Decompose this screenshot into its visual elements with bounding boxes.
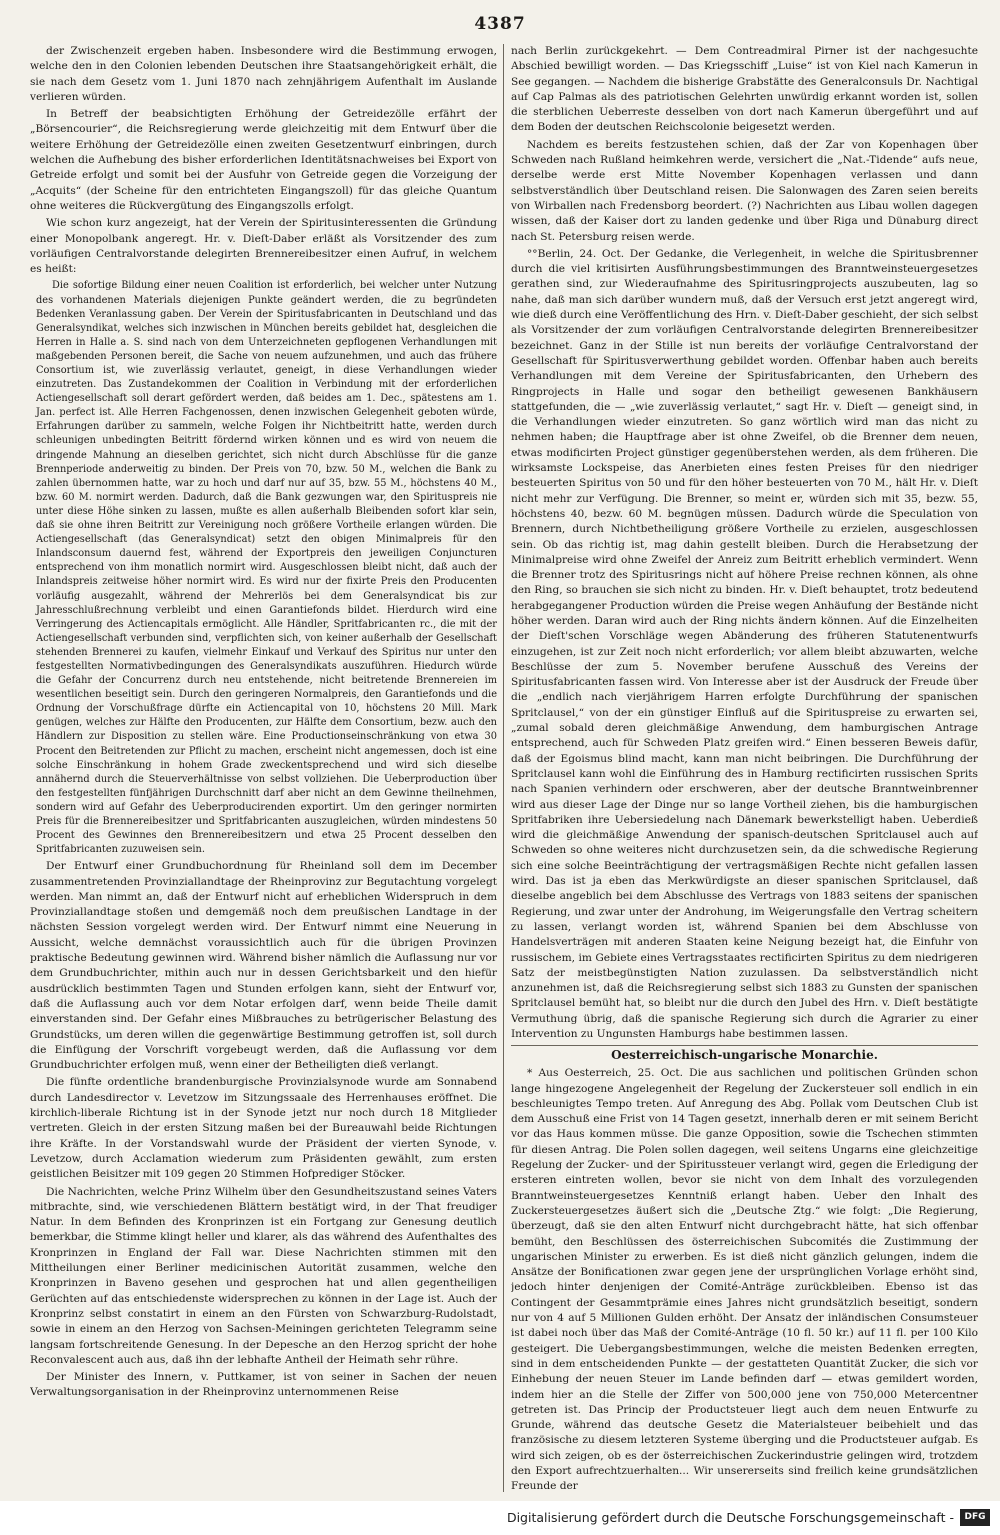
- article-paragraph: der Zwischenzeit ergeben haben. Insbesondere wird die Bestimmung erwogen, welche den in den Colonien lebenden Deutschen ihre Staatsangehörigkeit erhält, die sie nach dem Gesetz vom 1. Juni 1870 nach zehnjährigem Aufenthalt im Auslande verlieren würden.: [30, 45, 497, 103]
- left-column: [30, 44, 497, 1492]
- article-paragraph: Wie schon kurz angezeigt, hat der Verein der Spiritusinteressenten die Gründung einer Monopolbank angeregt. Hr. v. Dieſt-Daber erläßt als Vorsitzender des zum vorläufigen Centralvorstande delegirten Brennereibesitzer einen Aufruf, in welchem es heißt:: [30, 217, 497, 276]
- dfg-logo: DFG: [960, 1509, 990, 1526]
- digitization-footer: [0, 1501, 1000, 1535]
- page-number: 4387: [474, 14, 526, 34]
- article-columns: [30, 44, 978, 1492]
- article-paragraph: In Betreff der beabsichtigten Erhöhung der Getreidezölle erfährt der „Börsencourier“, die Reichsregierung werde gleichzeitig mit dem Entwurf über die weitere Erhöhung der Getreidezölle einen zweiten Gesetzentwurf einbringen, durch welchen die Aufhebung des bisher erforderlichen Identitätsnachweises bei Export von Getreide erfolgt und somit bei der Ausfuhr von Getreide gegen die Vorzeigung der „Acquits“ (der Scheine für den entrichteten Eingangszoll) für das gleiche Quantum ohne weiteres die Rückvergütung des Eingangszolls erfolgt.: [30, 108, 497, 212]
- article-paragraph: Der Entwurf einer Grundbuchordnung für Rheinland soll dem im December zusammentretenden Provinziallandtage der Rheinprovinz zur Begutachtung vorgelegt werden. Man nimmt an, daß der Entwurf nicht auf erheblichen Widerspruch in dem Provinziallandtage stoßen und demgemäß noch dem preußischen Landtage in der nächsten Session vorgelegt werden wird. Der Entwurf nimmt eine Neuerung in Aussicht, welche demnächst voraussichtlich auch für die übrigen Provinzen praktische Bedeutung gewinnen wird. Während bisher nämlich die Auflassung nur vor dem Grundbuchrichter, mithin auch nur in dessen Gerichtsbarkeit und den hiefür ausdrücklich bestimmten Tagen und Stunden erfolgen kann, sieht der Entwurf vor, daß die Auflassung auch vor dem Notar erfolgen darf, wenn beide Theile damit einverstanden sind. Der Gefahr eines Mißbrauches zu betrügerischer Belastung des Grundstücks, um deren willen die gegenwärtige Bestimmung getroffen ist, soll durch die Einfügung der Vorschrift vorgebeugt werden, daß die Auflassung vor dem Grundbuchrichter erfolgen muß, wenn einer der Betheiligten dieß verlangt.: [30, 860, 497, 1072]
- article-paragraph: nach Berlin zurückgekehrt. — Dem Contreadmiral Pirner ist der nachgesuchte Abschied bewilligt worden. — Das Kriegsschiff „Luise“ ist von Kiel nach Kamerun in See gegangen. — Nachdem die bisherige Grabstätte des Generalconsuls Dr. Nachtigal auf Cap Palmas als des patriotischen Gelehrten unwürdig erkannt worden ist, sollen die sterblichen Ueberreste desselben von dort nach Kamerun übergeführt und auf dem Boden der deutschen Reichscolonie beigesetzt werden.: [511, 45, 978, 134]
- column-divider: [503, 44, 504, 1492]
- quoted-paragraph: Die sofortige Bildung einer neuen Coalition ist erforderlich, bei welcher unter Nutzung des vorhandenen Materials diejenigen Punkte geändert werden, die zu begründeten Bedenken Veranlassung gaben. Der Verein der Spiritusfabricanten in Deutschland und das Generalsyndikat, welches sich inzwischen in München bereits gebildet hat, desgleichen die Herren in Halle a. S. sind nach von dem Unterzeichneten gepflogenen Verhandlungen mit maßgebenden Personen bereit, die Sache von neuem aufzunehmen, und auch das frühere Consortium ist, wie zuverlässig verlautet, geneigt, in diese Verhandlungen wieder einzutreten. Das Zustandekommen der Coalition in Verbindung mit der erforderlichen Actiengesellschaft soll derart gefördert werden, daß beides am 1. Dec., spätestens am 1. Jan. perfect ist. Alle Herren Fachgenossen, denen inzwischen Gelegenheit geboten würde, Erfahrungen darüber zu sammeln, welche Folgen ihr Nichtbeitritt hatte, werden durch schleunigen unbedingten Beitritt fördernd wirken können und es wird von neuem die dringende Mahnung an dieselben gerichtet, sich nicht durch Abschlüsse für die ganze Brennperiode anderweitig zu binden. Der Preis von 70, bzw. 50 M., welchen die Bank zu zahlen übernommen hatte, war zu hoch und darf nur auf 35, bzw. 55 M., höchstens 40 M., bzw. 60 M. normirt werden. Dadurch, daß die Bank gezwungen war, den Spirituspreis nie unter diese Höhe sinken zu lassen, mußte es allen außerhalb Bleibenden sofort klar sein, daß sie ohne ihren Beitritt zur Vereinigung noch größere Vortheile erlangen würden. Die Actiengesellschaft (das Generalsyndicat) setzt den obigen Minimalpreis für den Inlandsconsum dauernd fest, während der Exportpreis den jeweiligen Conjuncturen entsprechend von ihm monatlich normirt wird. Ausgeschlossen bleibt nicht, daß auch der Inlandspreis zeitweise höher normirt wird. Es wird nur der fixirte Preis den Producenten vorläufig ausgezahlt, während der Mehrerlös bei dem Generalsyndicat bis zur Jahresschlußrechnung verbleibt und einen Garantiefonds bildet. Hierdurch wird eine Verringerung des Actiencapitals ermöglicht. Alle Händler, Spritfabricanten rc., die mit der Actiengesellschaft verbunden sind, verpflichten sich, von keiner außerhalb der Gesellschaft stehenden Brennerei zu kaufen, vielmehr Einkauf und Verkauf des Spiritus nur unter den festgestellten Normativbedingungen des Generalsyndikats auszuführen. Hiedurch würde die Gefahr der Concurrenz durch neu entstehende, nicht beitretende Brennereien im wesentlichen beseitigt sein. Durch den geringeren Normalpreis, den Garantiefonds und die Ordnung der Vorschußfrage dürfte ein Actiencapital von 10, höchstens 20 Mill. Mark genügen, welches zur Hälfte den Producenten, zur Hälfte dem Consortium, bezw. auch den Händlern zur Disposition zu stellen wäre. Eine Productionseinschränkung von etwa 30 Procent den Beitretenden zur Pflicht zu machen, erscheint nicht angemessen, doch ist eine solche Einschränkung in hohem Grade zweckentsprechend und wird sich dieselbe annähernd durch die Steuerverhältnisse von selbst vollziehen. Die Ueberproduction über den festgestellten fünfjährigen Durchschnitt darf aber nicht an dem Gewinne theilnehmen, sondern wird auf Gefahr des Ueberproducirenden exportirt. Um den geringer normirten Preis für die Brennereibesitzer und Spritfabricanten auszugleichen, würden mindestens 50 Procent des Gewinnes den Brennereibesitzern und etwa 25 Procent desselben den Spritfabricanten zuzuweisen sein.: [36, 280, 497, 856]
- article-paragraph: Nachdem es bereits festzustehen schien, daß der Zar von Kopenhagen über Schweden nach Rußland heimkehren werde, versichert die „Nat.-Tidende“ aufs neue, derselbe werde erst Mitte November Kopenhagen verlassen und dann selbstverständlich über Deutschland reisen. Die Salonwagen des Zaren seien bereits von Wirballen nach Fredensborg beordert. (?) Nachrichten aus Libau wollen dagegen wissen, daß der Kaiser dort zu landen gedenke und über Riga und Dünaburg direct nach St. Petersburg reisen werde.: [511, 138, 978, 243]
- right-column: [511, 44, 978, 1492]
- footer-credit: Digitalisierung gefördert durch die Deutsche Forschungsgemeinschaft -: [506, 1510, 954, 1525]
- article-paragraph: * Aus Oesterreich, 25. Oct. Die aus sachlichen und politischen Gründen schon lange hingezogene Angelegenheit der Regelung der Zuckersteuer soll endlich in ein beschleunigtes Tempo treten. Auf Anregung des Abg. Pollak vom Deutschen Club ist dem Ausschuß eine Frist von 14 Tagen gesetzt, innerhalb deren er mit seinem Bericht vor das Haus kommen müsse. Die ganze Opposition, sowie die Tschechen stimmten für diesen Antrag. Die Polen sollen dagegen, weil seitens Ungarns eine gleichzeitige Regelung der Zucker- und der Spiritussteuer verlangt wird, gegen die Erledigung der ersteren eintreten wollen, bevor sie nicht von dem Inhalt des vorzulegenden Branntweinsteuergesetzes Kenntniß erlangt haben. Ueber den Inhalt des Zuckersteuergesetzes äußert sich die „Deutsche Ztg.“ wie folgt: „Die Regierung, überzeugt, daß sie den alten Entwurf nicht durchgebracht hätte, hat sich offenbar bemüht, den Beschlüssen des österreichischen Subcomités die Zustimmung der ungarischen Minister zu erwerben. Es ist dieß nicht gänzlich gelungen, indem die Ansätze der Bonificationen zwar gegen jene der ursprünglichen Vorlage erhöht sind, jedoch hinter denjenigen der Comité-Anträge zurückbleiben. Ebenso ist das Contingent der Gesammtprämie eines Jahres nicht grundsätzlich beseitigt, sondern nur von 4 auf 5 Millionen Gulden erhöht. Der Ansatz der inländischen Consumsteuer ist dabei noch über das Maß der Comité-Anträge (10 fl. 50 kr.) auf 11 fl. per 100 Kilo gesteigert. Die Uebergangsbestimmungen, welche die meisten Bedenken erregten, sind in dem entscheidenden Punkte — der gestatteten Quantität Zucker, die sich vor Einhebung der neuen Steuer im Lande befinden darf — etwas gemildert worden, indem hier an die Stelle der Ziffer von 500,000 jene von 750,000 Metercentner getreten ist. Das Princip der Productsteuer liegt auch dem neuen Entwurfe zu Grunde, während das deutsche Gesetz die Materialsteuer beibehielt und das französische zu diesem letzteren Systeme überging und die Productsteuer aufgab. Es wird sich zeigen, ob es der österreichischen Zuckerindustrie gelingen wird, trotzdem den Export aufrechtzuerhalten... Wir unsererseits sind freilich keine grundsätzlichen Freunde der: [511, 1067, 978, 1492]
- section-heading: Oesterreichisch-ungarische Monarchie.: [511, 1045, 978, 1064]
- article-paragraph: Die fünfte ordentliche brandenburgische Provinzialsynode wurde am Sonnabend durch Landesdirector v. Levetzow im Sitzungssaale des Herrenhauses eröffnet. Die kirchlich-liberale Richtung ist in der Synode jetzt nur noch durch 18 Mitglieder vertreten. Gleich in der ersten Sitzung maßen bei der Bureauwahl beide Richtungen ihre Kräfte. In der Vorstandswahl wurde der Präsident der vierten Synode, v. Levetzow, durch Acclamation wiederum zum Präsidenten gewählt, zum ersten geistlichen Beisitzer mit 109 gegen 20 Stimmen Hofprediger Stöcker.: [30, 1076, 497, 1181]
- article-paragraph: °°Berlin, 24. Oct. Der Gedanke, die Verlegenheit, in welche die Spiritusbrenner durch die viel kritisirten Ausführungsbestimmungen des Branntweinsteuergesetzes gerathen sind, zur Wiederaufnahme des Spiritusringprojects auszubeuten, lag so nahe, daß man sich darüber wundern muß, daß der Versuch erst jetzt angeregt wird, wie dieß durch eine Veröffentlichung des Hrn. v. Dieſt-Daber geschieht, der sich selbst als Vorsitzender der zum vorläufigen Centralvorstande delegirten Brennereibesitzer bezeichnet. Ganz in der Stille ist nun bereits der vorläufige Centralvorstand der Gesellschaft für Spiritusverwerthung gebildet worden. Offenbar haben auch bereits Verhandlungen mit dem Vereine der Spiritusfabricanten, den Urhebern des Ringprojects in Halle und sogar den betheiligt gewesenen Bankhäusern stattgefunden, die — „wie zuverlässig verlautet,“ sagt Hr. v. Dieſt — geneigt sind, in die Verhandlungen wieder einzutreten. So ganz wörtlich wird man das nicht zu nehmen haben; die Hauptfrage aber ist ohne Zweifel, ob die Brenner dem neuen, etwas modificirten Project günstiger gegenüberstehen werden, als dem früheren. Die wirksamste Lockspeise, das Anerbieten eines festen Preises für den niedriger besteuerten Spiritus von 50 und für den höher besteuerten von 70 M., hält Hr. v. Dieſt nicht mehr zur Verfügung. Die Brenner, so meint er, würden sich mit 35, bezw. 55, höchstens 40, bezw. 60 M. begnügen müssen. Dadurch würde die Speculation von Brennern, durch Nichtbetheiligung größere Vortheile zu erzielen, ausgeschlossen sein. Ob das richtig ist, mag dahin gestellt bleiben. Durch die Herabsetzung der Minimalpreise wird ohne Zweifel der Anreiz zum Beitritt erheblich vermindert. Wenn die Brenner trotz des Spiritusrings nicht auf höhere Preise rechnen können, als ohne den Ring, so brauchen sie sich nicht zu binden. Hr. v. Dieſt behauptet, trotz bedeutend herabgegangener Production würden die Preise wegen Anhäufung der Bestände nicht höher werden. Daran wird auch der Ring nichts ändern können. Auf die Einzelheiten der Dieſt'schen Vorschläge wegen Abänderung des früheren Statutenentwurfs einzugehen, ist zur Zeit noch nicht erforderlich; vor allem bleibt abzuwarten, welche Beschlüsse der zum 5. November berufene Ausschuß des Vereins der Spiritusfabricanten fassen wird. Von Interesse aber ist der Ausdruck der Freude über die „endlich nach vierjährigem Harren erfolgte Durchführung der spanischen Spritclausel,“ von der ein günstiger Einfluß auf die Spirituspreise zu erwarten sei, „zumal sobald deren gleichmäßige Anwendung, dem hamburgischen Antrage entsprechend, auch für Schweden Platz greifen wird.“ Einen besseren Beweis dafür, daß der Egoismus blind macht, kann man nicht beibringen. Die Durchführung der Spritclausel kann wohl die Einführung des in Hamburg rectificirten russischen Sprits nach Spanien verhindern oder erschweren, aber der deutsche Branntweinbrenner wird aus dieser Lage der Dinge nur so lange Vortheil ziehen, bis die hamburgischen Spritfabriken ihre Uebersiedelung nach Dänemark bewerkstelligt haben. Ueberdieß wird die gleichmäßige Anwendung der spanisch-deutschen Spritclausel auch auf Schweden so ohne weiteres nicht durchzusetzen sein, da die schwedische Regierung sich eine solche Beeinträchtigung der vertragsmäßigen Rechte nicht gefallen lassen wird. Das ist ja eben das Merkwürdigste an dieser spanischen Spritclausel, daß dieselbe angeblich bei dem Abschlusse des Vertrags von 1883 seitens der spanischen Regierung, und zwar unter der Androhung, im Weigerungsfalle den Vertrag scheitern zu lassen, verlangt worden ist, während Spanien bei dem Abschlusse von Handelsverträgen mit anderen Staaten keine Neigung bezeigt hat, die Einfuhr von russischem, im Gebiete eines Vertragsstaates rectificirten Spiritus zu dem niedrigeren Satz der meistbegünstigten Nation zuzulassen. Da selbstverständlich nicht anzunehmen ist, daß die Reichsregierung selbst sich 1883 zu Gunsten der spanischen Spritclausel bemüht hat, so bleibt nur die durch den Jubel des Hrn. v. Dieſt bestätigte Vermuthung übrig, daß die spanische Regierung sich durch die Agrarier zu einer Intervention zu Ungunsten Hamburgs habe bestimmen lassen.: [511, 247, 978, 1040]
- article-paragraph: Die Nachrichten, welche Prinz Wilhelm über den Gesundheitszustand seines Vaters mitbrachte, sind, wie verschiedenen Blättern bestätigt wird, in der That freudiger Natur. In dem Befinden des Kronprinzen ist ein Fortgang zur Genesung deutlich bemerkbar, die Stimme klingt heller und klarer, als das während des Aufenthaltes des Kronprinzen in England der Fall war. Diese Nachrichten stimmen mit den Mittheilungen einer Berliner medicinischen Autorität zusammen, welche den Kronprinzen in Baveno gesehen und gesprochen hat und allen gegentheiligen Gerüchten auf das entschiedenste widersprechen zu können in der Lage ist. Auch der Kronprinz selbst constatirt in einem an den Fürsten von Schwarzburg-Rudolstadt, sowie in einem an den Herzog von Sachsen-Meiningen gerichteten Telegramm seine langsam fortschreitende Genesung. In der Depesche an den Herzog spricht der hohe Reconvalescent auch aus, daß ihn der lebhafte Antheil der Heimath sehr rühre.: [30, 1185, 497, 1366]
- article-paragraph: Der Minister des Innern, v. Puttkamer, ist von seiner in Sachen der neuen Verwaltungsorganisation in der Rheinprovinz unternommenen Reise: [30, 1371, 497, 1399]
